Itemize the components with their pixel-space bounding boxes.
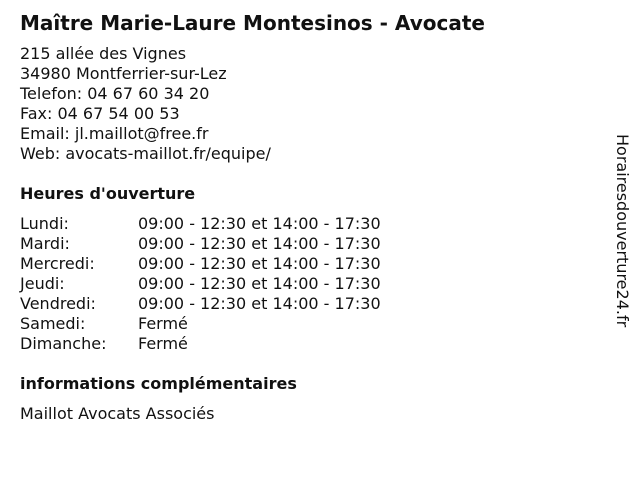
info-text: Maillot Avocats Associés	[20, 404, 215, 423]
day-label: Mercredi:	[20, 254, 95, 273]
time-value: 09:00 - 12:30 et 14:00 - 17:30	[138, 254, 381, 273]
fax-text: Fax: 04 67 54 00 53	[20, 104, 180, 123]
time-value: Fermé	[138, 314, 188, 333]
day-label: Lundi:	[20, 214, 69, 233]
hours-list	[20, 214, 381, 354]
page-title: Maître Marie-Laure Montesinos - Avocate	[20, 11, 485, 35]
phone-text: Telefon: 04 67 60 34 20	[20, 84, 210, 103]
contact-block	[20, 44, 271, 164]
web-text: Web: avocats-maillot.fr/equipe/	[20, 144, 271, 163]
day-label: Samedi:	[20, 314, 86, 333]
time-value: 09:00 - 12:30 et 14:00 - 17:30	[138, 234, 381, 253]
info-heading: informations complémentaires	[20, 374, 297, 393]
hours-row-tuesday	[20, 234, 381, 254]
time-value: 09:00 - 12:30 et 14:00 - 17:30	[138, 294, 381, 313]
hours-row-monday	[20, 214, 381, 234]
email-text: Email: jl.maillot@free.fr	[20, 124, 209, 143]
day-label: Mardi:	[20, 234, 70, 253]
hours-heading: Heures d'ouverture	[20, 184, 196, 203]
day-label: Vendredi:	[20, 294, 96, 313]
site-watermark: Horairesdouverture24.fr	[613, 134, 632, 328]
time-value: Fermé	[138, 334, 188, 353]
hours-row-sunday	[20, 334, 381, 354]
hours-row-thursday	[20, 274, 381, 294]
day-label: Dimanche:	[20, 334, 107, 353]
address-street: 215 allée des Vignes	[20, 44, 187, 63]
time-value: 09:00 - 12:30 et 14:00 - 17:30	[138, 274, 381, 293]
time-value: 09:00 - 12:30 et 14:00 - 17:30	[138, 214, 381, 233]
day-label: Jeudi:	[20, 274, 65, 293]
hours-row-wednesday	[20, 254, 381, 274]
hours-row-saturday	[20, 314, 381, 334]
hours-row-friday	[20, 294, 381, 314]
address-city: 34980 Montferrier-sur-Lez	[20, 64, 227, 83]
